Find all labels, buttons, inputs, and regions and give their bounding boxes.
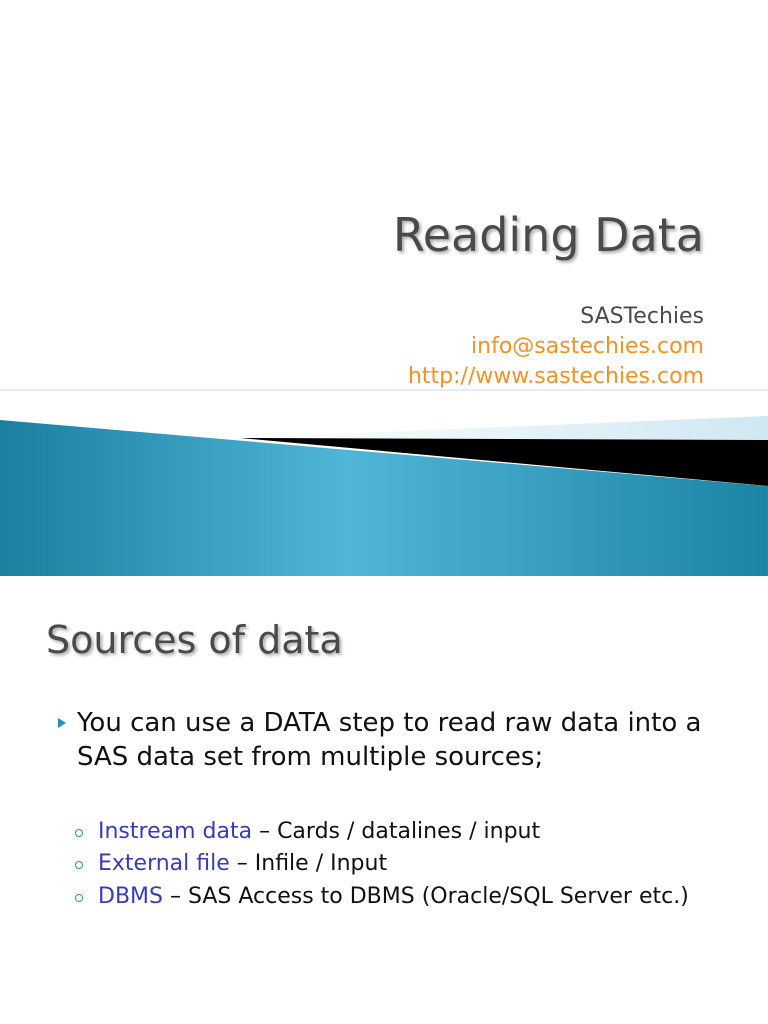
slide-title: Sources of data — [46, 618, 343, 662]
sub-item-body — [98, 816, 708, 848]
decorative-banner — [0, 388, 768, 576]
bullet-text: You can use a DATA step to read raw data into a SAS data set from multiple sources; — [77, 708, 702, 772]
sub-item-text: – SAS Access to DBMS (Oracle/SQL Server etc.) — [162, 884, 689, 909]
circle-bullet-icon — [75, 894, 83, 902]
sub-item-highlight: External file — [98, 851, 230, 876]
sub-item-body — [98, 848, 708, 880]
author-email: info@sastechies.com — [471, 334, 704, 359]
sub-item-highlight: DBMS — [98, 884, 163, 909]
author-name: SASTechies — [580, 304, 704, 329]
sub-item-text: – Infile / Input — [229, 851, 388, 876]
slide-title: Reading Data — [392, 208, 704, 262]
circle-bullet-icon — [75, 829, 83, 837]
sub-item-body — [98, 881, 708, 913]
bullet-arrow-icon — [58, 718, 66, 728]
sub-item-highlight: Instream data — [98, 819, 253, 844]
author-url: http://www.sastechies.com — [407, 364, 704, 389]
sub-item-text: – Cards / datalines / input — [252, 819, 541, 844]
content-slide — [0, 576, 768, 1024]
circle-bullet-icon — [75, 861, 83, 869]
